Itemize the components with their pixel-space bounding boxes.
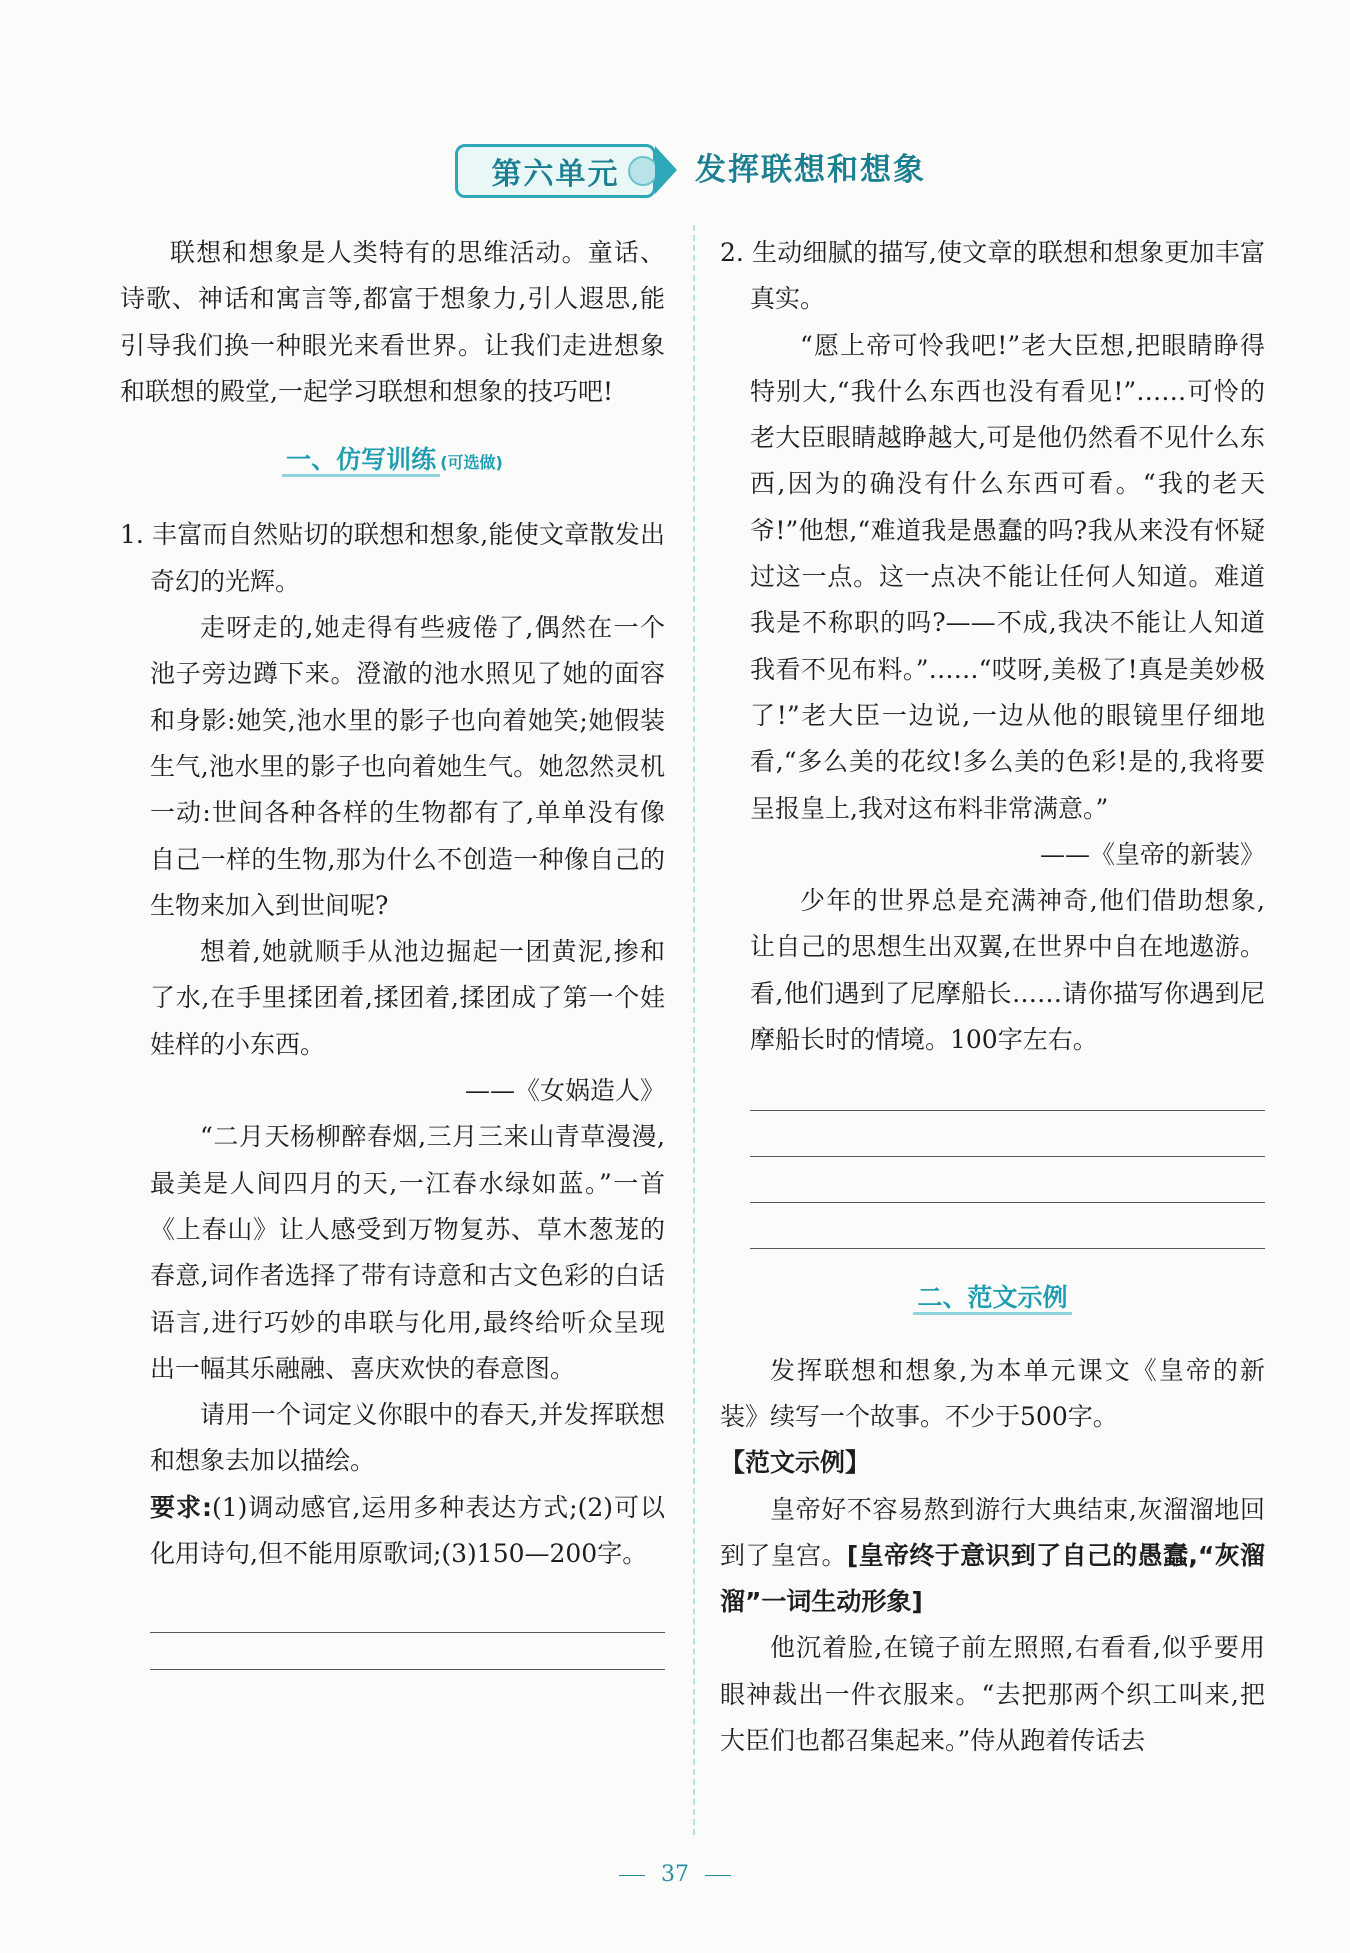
example-text: 皇帝好不容易熬到游行大典结束,灰溜溜地回到了皇宫。: [720, 1494, 1265, 1570]
requirements-text: (1)调动感官,运用多种表达方式;(2)可以化用诗句,但不能用原歌词;(3)150—200字。: [150, 1492, 665, 1569]
unit-title: 发挥联想和想象: [695, 152, 926, 188]
answer-line[interactable]: [750, 1065, 1265, 1111]
footer-dash: [619, 1875, 645, 1876]
answer-line[interactable]: [750, 1111, 1265, 1157]
exercise-task: 少年的世界总是充满神奇,他们借助想象,让自己的思想生出双翼,在世界中自在地遨游。看,他们遇到了尼摩船长……请你描写你遇到尼摩船长时的情境。100字左右。: [750, 886, 1265, 1055]
answer-area[interactable]: [720, 1065, 1265, 1249]
example-task: 发挥联想和想象,为本单元课文《皇帝的新装》续写一个故事。不少于500字。: [720, 1355, 1265, 1431]
intro-paragraph: 联想和想象是人类特有的思维活动。童话、诗歌、神话和寓言等,都富于想象力,引人遐思,能引导我们换一种眼光来看世界。让我们走进想象和联想的殿堂,一起学习联想和想象的技巧吧!: [120, 238, 665, 406]
unit-label: 第六单元: [455, 144, 656, 198]
exercise-task: 请用一个词定义你眼中的春天,并发挥联想和想象去加以描绘。: [150, 1400, 665, 1476]
section-title: 一、仿写训练: [282, 445, 440, 477]
example-label: 【范文示例】: [720, 1448, 871, 1478]
exercise-1-title: 1. 丰富而自然贴切的联想和想象,能使文章散发出奇幻的光辉。: [120, 520, 665, 596]
excerpt-source: ——《皇帝的新装》: [1039, 839, 1265, 869]
left-column: [120, 230, 665, 1670]
right-column: [720, 230, 1265, 1764]
answer-line[interactable]: [150, 1633, 665, 1670]
requirements-label: 要求:: [150, 1492, 212, 1522]
section-heading-example: [720, 1275, 1265, 1321]
column-divider: [693, 225, 695, 1835]
section-note: (可选做): [440, 453, 503, 473]
answer-line[interactable]: [150, 1587, 665, 1633]
page-footer: [0, 1862, 1350, 1887]
excerpt-paragraph: 想着,她就顺手从池边掘起一团黄泥,掺和了水,在手里揉团着,揉团着,揉团成了第一个娃娃样的小东西。: [150, 937, 665, 1059]
arrow-right-icon: [655, 146, 677, 194]
page-number: 37: [661, 1862, 689, 1887]
answer-area[interactable]: [120, 1587, 665, 1670]
excerpt-paragraph: 走呀走的,她走得有些疲倦了,偶然在一个池子旁边蹲下来。澄澈的池水照见了她的面容和身影:她笑,池水里的影子也向着她笑;她假装生气,池水里的影子也向着她生气。她忽然灵机一动:世间各种各样的生物都有了,单单没有像自己一样的生物,那为什么不创造一种像自己的生物来加入到世间呢?: [150, 613, 665, 920]
excerpt-source: ——《女娲造人》: [464, 1076, 665, 1106]
answer-line[interactable]: [750, 1203, 1265, 1249]
example-paragraph: [720, 1487, 1265, 1626]
example-paragraph: 他沉着脸,在镜子前左照照,右看看,似乎要用眼神裁出一件衣服来。“去把那两个织工叫来,把大臣们也都召集起来。”侍从跑着传话去: [720, 1633, 1265, 1756]
unit-badge-icon: [628, 156, 658, 186]
excerpt-paragraph: “二月天杨柳醉春烟,三月三来山青草漫漫,最美是人间四月的天,一江春水绿如蓝。”一首《上春山》让人感受到万物复苏、草木葱茏的春意,词作者选择了带有诗意和古文色彩的白话语言,进行巧妙的串联与化用,最终给听众呈现出一幅其乐融融、喜庆欢快的春意图。: [150, 1122, 665, 1383]
unit-header: [0, 138, 1350, 202]
footer-dash: [705, 1875, 731, 1876]
exercise-requirements: [120, 1485, 665, 1578]
section-heading-imitation: [120, 437, 665, 486]
example-comment: [皇帝终于意识到了自己的愚蠢,“灰溜溜”一词生动形象]: [720, 1540, 1265, 1617]
section-title: 二、范文示例: [913, 1283, 1071, 1315]
answer-line[interactable]: [750, 1157, 1265, 1203]
excerpt-paragraph: “愿上帝可怜我吧!”老大臣想,把眼睛睁得特别大,“我什么东西也没有看见!”……可怜的老大臣眼睛越睁越大,可是他仍然看不见什么东西,因为的确没有什么东西可看。“我的老天爷!”他想,“难道我是愚蠢的吗?我从来没有怀疑过这一点。这一点决不能让任何人知道。难道我是不称职的吗?——不成,我决不能让人知道我看不见布料。”……“哎呀,美极了!真是美妙极了!”老大臣一边说,一边从他的眼镜里仔细地看,“多么美的花纹!多么美的色彩!是的,我将要呈报皇上,我对这布料非常满意。”: [750, 330, 1265, 823]
exercise-2-title: 2. 生动细腻的描写,使文章的联想和想象更加丰富真实。: [720, 238, 1265, 314]
